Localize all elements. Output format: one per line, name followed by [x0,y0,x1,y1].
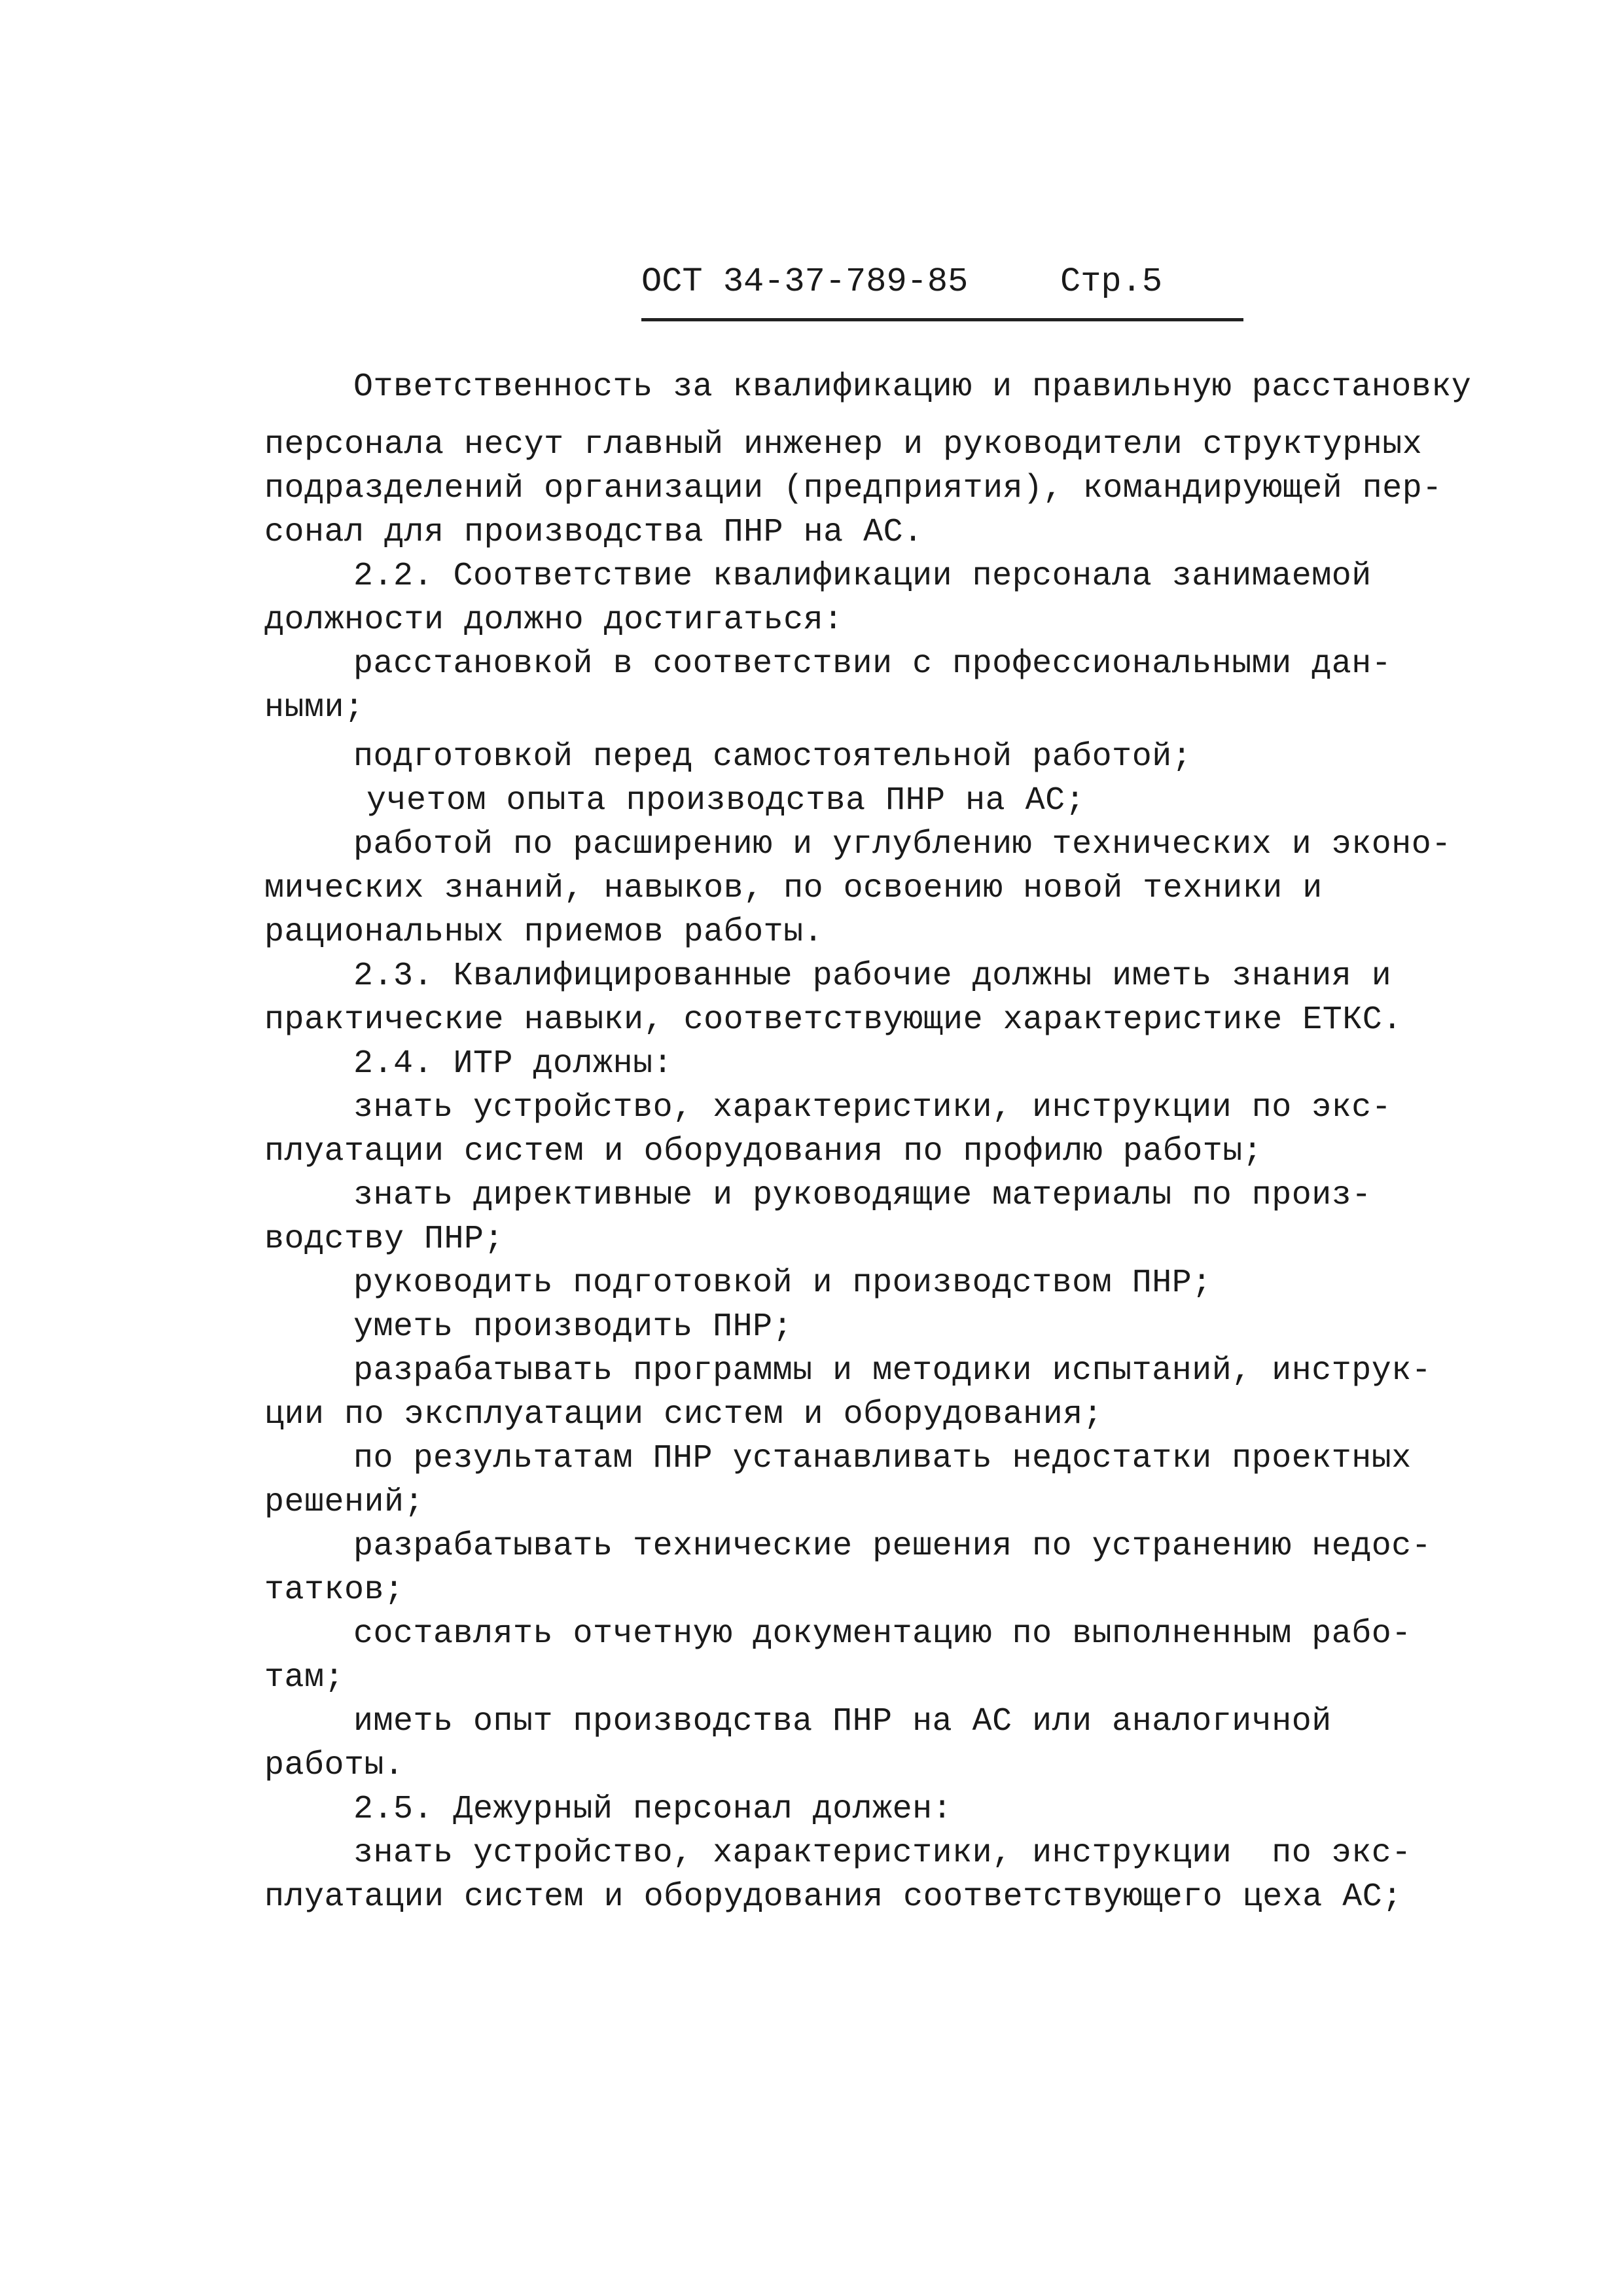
text-line: плуатации систем и оборудования по профилю работы; [264,1133,1263,1170]
text-line: персонала несут главный инженер и руководители структурных [264,426,1423,463]
text-line: водству ПНР; [264,1221,505,1258]
text-line: подготовкой перед самостоятельной работой; [353,738,1192,776]
text-line: сонал для производства ПНР на АС. [264,514,923,551]
text-line: татков; [264,1571,404,1609]
text-line: плуатации систем и оборудования соответствующего цеха АС; [264,1878,1402,1916]
text-line: иметь опыт производства ПНР на АС или аналогичной [353,1703,1332,1740]
text-line: работой по расширению и углублению технических и эконо- [353,826,1452,863]
text-line: Ответственность за квалификацию и правильную расстановку [353,368,1472,406]
page-number: Стр.5 [1060,262,1163,301]
text-line: знать директивные и руководящие материалы по произ- [353,1177,1372,1214]
text-line: руководить подготовкой и производством ПНР; [353,1265,1212,1302]
text-line: работы. [264,1747,404,1784]
text-line: разрабатывать технические решения по устранению недос- [353,1528,1432,1565]
text-line: там; [264,1659,345,1696]
text-line: разрабатывать программы и методики испытаний, инструк- [353,1352,1432,1390]
text-line: 2.2. Соответствие квалификации персонала занимаемой [353,558,1372,595]
text-line: уметь производить ПНР; [353,1308,793,1346]
text-line: знать устройство, характеристики, инструкции по экс- [353,1835,1412,1872]
text-line: знать устройство, характеристики, инструкции по экс- [353,1089,1392,1126]
text-line: ции по эксплуатации систем и оборудования; [264,1396,1103,1433]
text-line: практические навыки, соответствующие характеристике ЕТКС. [264,1001,1402,1039]
text-line: 2.4. ИТР должны: [353,1045,673,1083]
text-line: подразделений организации (предприятия), командирующей пер- [264,470,1442,507]
text-line: ными; [264,689,365,726]
text-line: составлять отчетную документацию по выполненным рабо- [353,1615,1412,1653]
text-line: должности должно достигаться: [264,601,844,639]
text-line: рациональных приемов работы. [264,914,824,951]
document-code: ОСТ 34-37-789-85 [641,262,969,301]
text-line: 2.3. Квалифицированные рабочие должны иметь знания и [353,958,1392,995]
page-header [641,259,1243,321]
text-line: мических знаний, навыков, по освоению новой техники и [264,870,1323,907]
text-line: решений; [264,1484,425,1521]
text-line: учетом опыта производства ПНР на АС; [366,782,1086,819]
text-line: расстановкой в соответствии с профессиональными дан- [353,645,1392,683]
text-line: по результатам ПНР устанавливать недостатки проектных [353,1440,1412,1477]
text-line: 2.5. Дежурный персонал должен: [353,1791,953,1828]
